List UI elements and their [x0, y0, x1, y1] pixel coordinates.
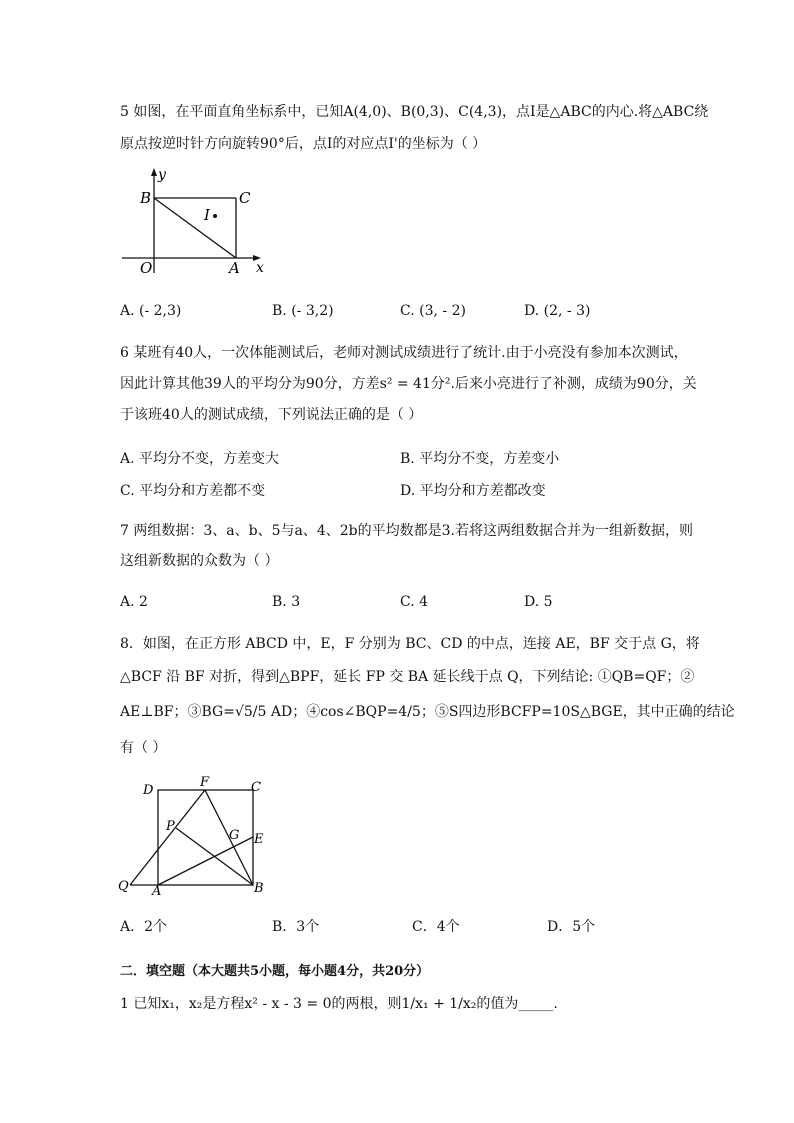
q8-label-c: C [251, 780, 261, 795]
q5-label-a: A [229, 259, 240, 277]
q6-option-d: D. 平均分和方差都改变 [400, 483, 546, 499]
q8-label-p: P [166, 819, 175, 834]
q8-option-b: B．3个 [272, 919, 320, 935]
q8-label-e: E [254, 832, 264, 847]
q5-label-o: O [140, 259, 153, 277]
q5-option-a: A. (- 2,3) [120, 303, 182, 319]
q5-segment-ba [154, 198, 236, 258]
q6-text-line1: 6 某班有40人，一次体能测试后，老师对测试成绩进行了统计.由于小亮没有参加本次测试， [120, 345, 688, 361]
q5-option-d: D. (2, - 3) [524, 303, 591, 319]
q5-y-arrow [151, 168, 157, 176]
q5-label-c: C [239, 189, 251, 207]
q8-label-a: A [152, 884, 162, 898]
q9-text-line1: 1 已知x₁，x₂是方程x² - x - 3 = 0的两根，则1/x₁ + 1/x₂的值为_____. [120, 996, 558, 1012]
q6-text-line2: 因此计算其他39人的平均分为90分，方差s² = 41分².后来小亮进行了补测，成绩为90分，关 [120, 376, 697, 392]
q7-option-b: B. 3 [272, 594, 301, 610]
q8-option-a: A．2个 [120, 919, 168, 935]
q8-figure [115, 773, 275, 898]
q5-label-x: x [256, 260, 264, 276]
q6-option-a: A. 平均分不变，方差变大 [120, 451, 280, 467]
q7-text-line2: 这组新数据的众数为（ ） [120, 553, 279, 569]
q7-option-d: D. 5 [524, 594, 553, 610]
q8-label-q: Q [118, 879, 129, 894]
q5-point-i [213, 214, 217, 218]
q5-option-c: C. (3, - 2) [400, 303, 466, 319]
q5-text-line2: 原点按逆时针方向旋转90°后，点I的对应点I'的坐标为（ ） [120, 136, 487, 152]
q8-text-line3: AE⊥BF；③BG=√5/5 AD；④cos∠BQP=4/5；⑤S四边形BCFP=10S△BGE，其中正确的结论 [120, 704, 735, 720]
q8-text-line2: △BCF 沿 BF 对折，得到△BPF，延长 FP 交 BA 延长线于点 Q，下列结论: ①QB=QF；② [120, 669, 695, 685]
section-heading-fill-in: 二．填空题（本大题共5小题，每小题4分，共20分） [120, 964, 430, 979]
q5-option-b: B. (- 3,2) [272, 303, 334, 319]
q8-segment-qf [130, 790, 205, 885]
q8-label-b: B [254, 881, 264, 896]
q5-label-y: y [158, 167, 166, 183]
q6-option-b: B. 平均分不变，方差变小 [400, 451, 560, 467]
q7-option-c: C. 4 [400, 594, 429, 610]
q5-label-b: B [140, 189, 152, 207]
q8-text-line4: 有（ ） [120, 740, 167, 756]
q8-label-d: D [143, 783, 154, 798]
q8-segment-pb [176, 828, 253, 885]
q8-option-c: C．4个 [412, 919, 460, 935]
q8-label-g: G [229, 828, 240, 843]
q5-text-line1: 5 如图，在平面直角坐标系中，已知A(4,0)、B(0,3)、C(4,3)，点I是△ABC的内心.将△ABC绕 [120, 104, 709, 120]
q8-label-f: F [200, 775, 210, 790]
q5-figure [118, 165, 278, 280]
q8-text-line1: 8．如图，在正方形 ABCD 中，E，F 分别为 BC、CD 的中点，连接 AE，BF 交于点 G，将 [120, 636, 700, 652]
q8-segment-ae [158, 837, 253, 885]
q5-label-i: I [204, 206, 210, 224]
q7-option-a: A. 2 [120, 594, 148, 610]
q7-text-line1: 7 两组数据：3、a、b、5与a、4、2b的平均数都是3.若将这两组数据合并为一组新数据，则 [120, 523, 693, 539]
q8-option-d: D．5个 [547, 919, 596, 935]
q6-text-line3: 于该班40人的测试成绩，下列说法正确的是（ ） [120, 407, 423, 423]
q6-option-c: C. 平均分和方差都不变 [120, 483, 266, 499]
